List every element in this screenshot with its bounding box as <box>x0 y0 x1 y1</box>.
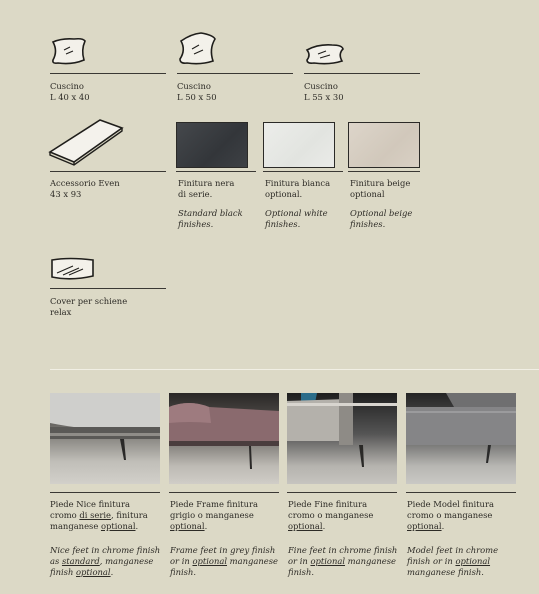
finish-label-en: Optional white <box>265 208 328 218</box>
section-divider <box>50 369 539 370</box>
finish-label-it: Finitura nera <box>178 178 235 188</box>
foot-label-it: optional. <box>288 521 326 531</box>
finish-swatch-white <box>263 122 335 168</box>
divider <box>304 73 420 74</box>
foot-label-it: cromo o manganese <box>288 510 374 520</box>
foot-label-en: finish. <box>170 567 197 577</box>
cushion-size: L 55 x 30 <box>304 92 344 102</box>
foot-label-it: optional. <box>170 521 208 531</box>
cushion-size: L 50 x 50 <box>177 92 217 102</box>
accessory-size: 43 x 93 <box>50 189 82 199</box>
foot-label-it: manganese optional. <box>50 521 139 531</box>
tray-icon <box>48 118 124 166</box>
foot-label-en: Frame feet in grey finish <box>170 545 276 555</box>
foot-label-en: Fine feet in chrome finish <box>288 545 398 555</box>
foot-label-en: or in optional manganese <box>170 556 278 566</box>
divider <box>348 171 420 172</box>
cushion-size: L 40 x 40 <box>50 92 90 102</box>
divider <box>177 73 293 74</box>
foot-label-en: Model feet in chrome <box>407 545 499 555</box>
cushion-name: Cuscino <box>50 81 84 91</box>
foot-label-en: or in optional manganese <box>288 556 396 566</box>
cover-name: Cover per schiene <box>50 296 128 306</box>
cover-name: relax <box>50 307 72 317</box>
foot-photo-fine <box>287 393 397 484</box>
foot-label-it: Piede Nice finitura <box>50 499 130 509</box>
cushion-name: Cuscino <box>177 81 211 91</box>
divider <box>287 492 397 493</box>
foot-label-en: finish. <box>288 567 315 577</box>
backrest-cover-icon <box>49 256 97 282</box>
foot-label-it: Piede Frame finitura <box>170 499 259 509</box>
foot-label-it: Piede Model finitura <box>407 499 494 509</box>
finish-label-it: optional. <box>265 189 303 199</box>
foot-photo-nice <box>50 393 160 484</box>
foot-label-it: optional. <box>407 521 445 531</box>
finish-label-it: optional <box>350 189 385 199</box>
accessory-name: Accessorio Even <box>50 178 120 188</box>
divider <box>50 73 166 74</box>
cushion-icon <box>177 31 219 67</box>
divider <box>50 171 166 172</box>
finish-label-en: finishes. <box>178 219 214 229</box>
foot-label-it: cromo di serie, finitura <box>50 510 148 520</box>
foot-photo-model <box>406 393 516 484</box>
finish-label-en: Standard black <box>178 208 243 218</box>
divider <box>176 171 256 172</box>
divider <box>169 492 279 493</box>
foot-photo-frame <box>169 393 279 484</box>
foot-label-it: Piede Fine finitura <box>288 499 368 509</box>
finish-swatch-beige <box>348 122 420 168</box>
cushion-icon <box>304 42 346 66</box>
divider <box>50 492 160 493</box>
divider <box>263 171 343 172</box>
finish-label-it: di serie. <box>178 189 213 199</box>
finish-label-it: Finitura bianca <box>265 178 331 188</box>
cushion-name: Cuscino <box>304 81 338 91</box>
foot-label-it: cromo o manganese <box>407 510 493 520</box>
divider <box>50 288 166 289</box>
divider <box>406 492 516 493</box>
finish-swatch-black <box>176 122 248 168</box>
foot-label-en: Nice feet in chrome finish <box>50 545 161 555</box>
foot-label-en: finish optional. <box>50 567 114 577</box>
cushion-icon <box>50 36 88 66</box>
finish-label-en: Optional beige <box>350 208 413 218</box>
foot-label-en: as standard, manganese <box>50 556 154 566</box>
finish-label-it: Finitura beige <box>350 178 411 188</box>
foot-label-en: manganese finish. <box>407 567 484 577</box>
finish-label-en: finishes. <box>350 219 386 229</box>
foot-label-en: finish or in optional <box>407 556 491 566</box>
finish-label-en: finishes. <box>265 219 301 229</box>
foot-label-it: grigio o manganese <box>170 510 254 520</box>
